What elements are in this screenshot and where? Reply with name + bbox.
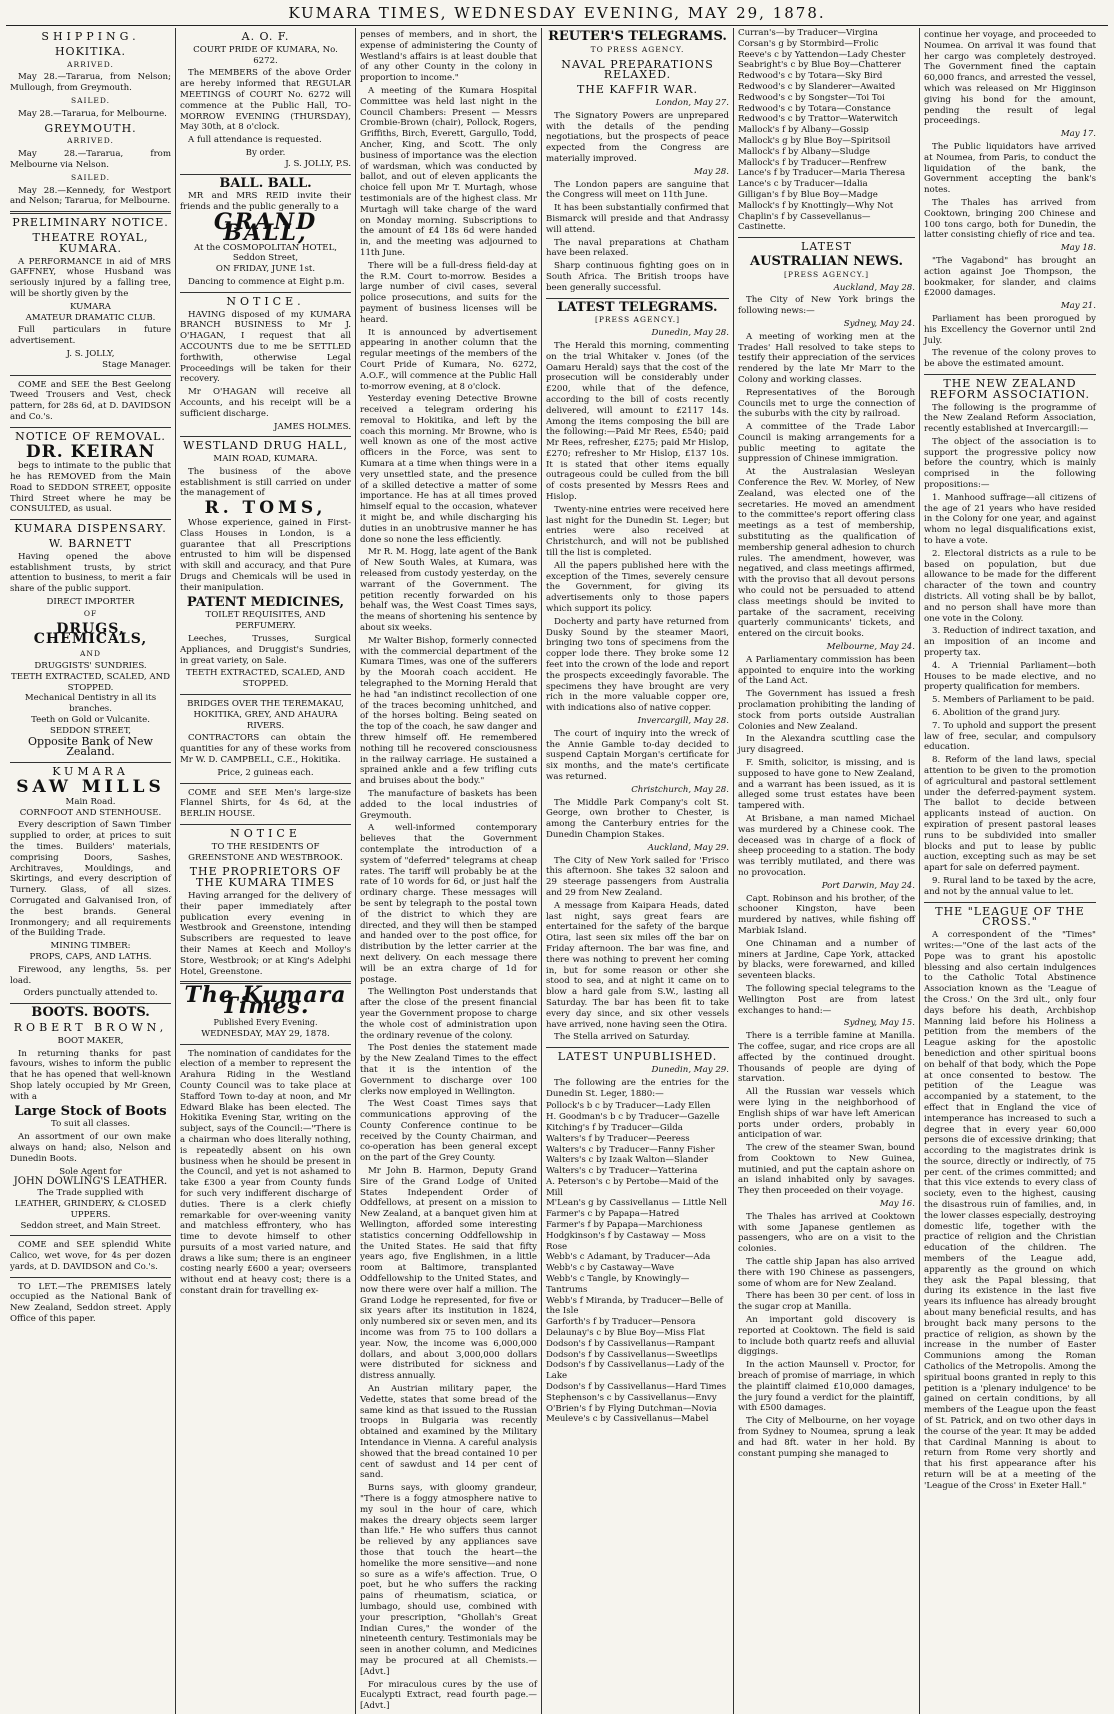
list-item: Mallock's f by Albany—Gossip — [738, 125, 869, 136]
naval-heading: NAVAL PREPARATIONS RELAXED. — [561, 57, 714, 82]
telegram-paragraph: The Middle Park Company's colt St. George, own brother to Chester, is among the Canterbury entries for the Dunedin Champion Stakes. — [546, 797, 729, 840]
news-paragraph: An Austrian military paper, the Vedette, states that some bread of the same kind as that issued to the Russian troops in Bulgaria was recently obtained and examined by the Military Intendance in Vienna. A careful analysis showed that the bread contained 10 per cent of sawdust and 14 per cent of sand. — [360, 1384, 537, 1481]
divider — [10, 519, 171, 520]
news-paragraph: Mr R. M. Hogg, late agent of the Bank of New South Wales, at Kumara, was released from custody yesterday, on the warrant of the Government. The petition recently forwarded on his behalf was, the West Coast Times says, the means of shortening his sentence by about six weeks. — [360, 547, 537, 634]
list-item: Farmer's c by Papapa—Hatred — [546, 1209, 680, 1220]
prelim-heading: PRELIMINARY NOTICE. — [12, 216, 169, 230]
news-paragraph: Mr John B. Harmon, Deputy Grand Sire of the Grand Lodge of United States Independent Order of Oddfellows, at present on a mission to New Zealand, at a banquet given him at Wellington, afforded some interesting statistics concerning Oddfellowship in the United States. He said that fifty years ago, five Englishmen, in a little room at Baltimore, transplanted Oddfellowship to the United States, and now there were over half a million. The Grand Lodge he represented, for five or six years after its institution in 1824, only numbered six or seven men, and its income was from 75 to 100 dollars a year. Now, the income was 6,000,000 dollars, and about 3,000,000 dollars were distributed for sickness and distress annually. — [360, 1166, 537, 1382]
telegram-paragraph: The court of inquiry into the wreck of the Annie Gamble to-day decided to suspend Captain Morgan's certificate for six months, and the mate's certificate was returned. — [546, 728, 729, 782]
main-road-kumara: MAIN ROAD, KUMARA. — [213, 454, 318, 465]
list-item: Lance's c by Traducer—Idalia — [738, 179, 868, 190]
latest-telegrams-heading: LATEST TELEGRAMS. — [557, 299, 718, 315]
proposition-item: 2. Electoral districts as a rule to be based on population, but due allowance to be made for the different character of the town and country districts. All voting shall be by ballot, and no person shall have more than one vote in the Colony. — [924, 548, 1096, 624]
ball-heading: BALL. BALL. — [219, 175, 312, 191]
come-see-calico: COME and SEE splendid White Calico, wet wove, for 4s per dozen yards, at D. DAVIDSON and Co.'s. — [10, 1240, 171, 1272]
news-paragraph: There will be a full-dress field-day at the R.M. Court to-morrow. Besides a large number of civil cases, several police prosecutions, and suits for the payment of business licenses will be heard. — [360, 260, 537, 325]
list-item: Meuleve's c by Cassivellanus—Mabel — [546, 1414, 709, 1425]
divider — [10, 211, 171, 214]
list-item: H. Goodman's b c by Traducer—Gazelle — [546, 1112, 720, 1123]
barnett-text: Having opened the above establishment trusts, by strict attention to business, to merit a fair share of the public support. — [10, 551, 171, 595]
telegram-paragraph: The Herald this morning, commenting on the trial Whitaker v. Jones (of the Oamaru Herald) says that the cost of the prosecution will be considerably under £200, while that of the defence, according to the bill of costs recently delivered, will amount to £2117 14s. Among the items composing the bill are the following:—Paid Mr Rees, £540; paid Mr Rees, refresher, £275; paid Mr Hislop, £270; refresher to Mr Hislop, £137 10s. It is stated that other items equally outrageous could be culled from the bill of costs presented by Messrs Rees and Hislop. — [546, 340, 729, 503]
league-heading: THE "LEAGUE OF THE CROSS." — [935, 904, 1085, 929]
theatre-heading: THEATRE ROYAL, KUMARA. — [32, 230, 149, 255]
divider — [180, 1044, 351, 1045]
news-paragraph: The Public liquidators have arrived at Noumea, from Paris, to conduct the liquidation of the bank, the Government accepting the bank's notes. — [924, 141, 1096, 196]
dateline: Port Darwin, May 24. — [821, 880, 915, 891]
news-paragraph: It is announced by advertisement appearing in another column that the regular meetings of the members of the Court Pride of Kumara, No. 6272, A.O.F., will commence at the Public Hall to-morrow evening, at 8 o'clock. — [360, 327, 537, 392]
suit-classes: To suit all classes. — [51, 1119, 130, 1130]
list-item: Curran's—by Traducer—Virgina — [738, 28, 878, 38]
kumara-heading: KUMARA — [52, 765, 129, 779]
holmes-name: JAMES HOLMES. — [274, 421, 351, 432]
notice-heading: NOTICE. — [226, 294, 305, 308]
news-paragraph: All the Russian war vessels which were lying in the neighborhood of English ships of war have left American ports under orders, probably in anticipation of war. — [738, 1087, 915, 1141]
mechanical-dentistry: Mechanical Dentistry in all its branches. — [24, 693, 157, 715]
news-paragraph: The City of New York brings the following news:— — [738, 295, 915, 317]
telegram-paragraph: The Signatory Powers are unprepared with the details of the pending negotiations, but the prospects of peace expected from the Congress are materially improved. — [546, 110, 729, 164]
list-item: Garforth's f by Traducer—Pensora — [546, 1317, 696, 1328]
news-paragraph: The following special telegrams to the Wellington Post are from latest exchanges to hand:— — [738, 983, 915, 1016]
news-paragraph: There has been 30 per cent. of loss in the sugar crop at Manilla. — [738, 1291, 915, 1313]
dateline: May 16. — [879, 1199, 915, 1210]
news-paragraph: The Government has issued a fresh proclamation prohibiting the landing of stock from ports outside Australian Colonies and New Zealand. — [738, 689, 915, 732]
trade-supplied: The Trade supplied with — [37, 1188, 144, 1199]
news-paragraph: At Brisbane, a man named Michael was murdered by a Chinese cook. The deceased was in charge of a flock of sheep proceeding to a station. The body was terribly mutilated, and there was no provocation. — [738, 813, 915, 878]
news-paragraph: In the Alexandra scuttling case the jury disagreed. — [738, 734, 915, 756]
news-paragraph: continue her voyage, and proceeded to Noumea. On arrival it was found that her cargo was completely destroyed. The Government fined the captain 60,000 francs, and arrested the vessel, which was released on Mr Higginson giving his bond for the amount, pending the result of legal proceedings. — [924, 30, 1096, 127]
news-paragraph: "The Vagabond" has brought an action against Joe Thompson, the bookmaker, for slander, and claims £2000 damages. — [924, 255, 1096, 299]
news-paragraph: The Post denies the statement made by the New Zealand Times to the effect that it is the intention of the Government to discharge over 100 clerks now employed in Wellington. — [360, 1043, 537, 1097]
editorial-text: The nomination of candidates for the election of a member to represent the Arahura Riding in the Westland County Council was to take place at Stafford Town to-day at noon, and Mr Edward Blake has been elected. The Hokitika Evening Star, writing on the subject, says of the Council:—"There is a chairman who does literally nothing, is repeatedly absent on his own business when he should be present in the Council, and yet is not ashamed to take £300 a year from County funds for such very indifferent discharge of duties. There is a clerk chiefly remarkable for over-weening vanity and matchless effrontery, who has time to devote himself to other pursuits of a most varied nature, and draws a like sum; there is an engineer costing nearly £600 a year; overseers without end at heavy cost; there is a constant drain for travelling ex- — [180, 1048, 351, 1297]
dateline: Sydney, May 24. — [843, 318, 915, 329]
news-paragraph: A well-informed contemporary believes that the Government contemplate the introduction of a system of "deferred" telegrams at cheap rates. The tariff will probably be at the rate of 10 words for 6d, or just half the ordinary charge. These messages will be sent by telegraph to the postal town of the district to which they are directed, and they will then be stamped and handed over to the post office, for distribution by the letter carrier at the next delivery. On each message there will be an extra charge of 1d for postage. — [360, 823, 537, 985]
news-paragraph: The following is the programme of the New Zealand Reform Association, recently established at Invercargill:— — [924, 402, 1096, 435]
list-item: Reeve's c by Yattendon—Lady Chester — [738, 49, 906, 60]
divider — [738, 237, 915, 238]
telegram-paragraph: The London papers are sanguine that the Congress will meet on 11th June. — [546, 179, 729, 201]
issue-date: WEDNESDAY, MAY 29, 1878. — [201, 1028, 330, 1039]
column-5 — [734, 28, 920, 1714]
shipping-heading: SHIPPING. — [41, 30, 140, 43]
proposition-item: 9. Rural land to be taxed by the acre, and not by the annual value to let. — [924, 875, 1096, 897]
dateline: Melbourne, May 24. — [826, 642, 915, 653]
list-item: Mallock's g by Blue Boy—Spiritsoil — [738, 135, 891, 146]
press-agency-label: [PRESS AGENCY.] — [783, 269, 870, 279]
divider — [180, 174, 351, 175]
masthead: KUMARA TIMES, WEDNESDAY EVENING, MAY 29, 1878. — [6, 4, 1108, 26]
list-item: Mallock's f by Traducer—Renfrew — [738, 157, 887, 168]
news-paragraph: Capt. Robinson and his brother, of the schooner Kingston, have been murdered by natives, while fishing off Marbiak Island. — [738, 893, 915, 936]
telegram-paragraph: Sharp continuous fighting goes on in South Africa. The British troops have been generally successful. — [546, 261, 729, 293]
dateline: Invercargill, May 28. — [637, 716, 729, 727]
contractors-text: CONTRACTORS can obtain the quantities for any of these works from Mr W. D. CAMPBELL, C.E., Hokitika. — [180, 733, 351, 766]
list-item: Farmer's f by Papapa—Marchioness — [546, 1220, 703, 1231]
leather-uppers: LEATHER, GRINDERY, & CLOSED UPPERS. — [14, 1198, 167, 1220]
list-item: Webb's c Adamant, by Traducer—Ada — [546, 1252, 711, 1263]
sailed-label-2: SAILED. — [70, 172, 111, 182]
press-agency-label: [PRESS AGENCY.] — [594, 315, 681, 325]
proposition-item: 3. Reduction of indirect taxation, and an imposition of an income and property tax. — [924, 626, 1096, 659]
cornfoot-heading: CORNFOOT AND STENHOUSE. — [19, 807, 162, 818]
leeches-text: Leeches, Trusses, Surgical Appliances, and Druggist's Sundries, in great variety, on Sale. — [180, 634, 351, 666]
price-text: Price, 2 guineas each. — [217, 767, 314, 778]
arrived-label: ARRIVED. — [67, 59, 114, 69]
reuter-heading: REUTER'S TELEGRAMS. — [548, 29, 727, 44]
court-text: The MEMBERS of the above Order are hereby informed that REGULAR MEETINGS of COURT No. 6272 will commence at the Public Hall, TO-MORROW EVENING (THURSDAY), May 30th, at 8 o'clock. — [180, 68, 351, 133]
dateline: London, May 27. — [655, 97, 729, 108]
dateline: May 17. — [1060, 129, 1096, 140]
news-paragraph: Mr Walter Bishop, formerly connected with the commercial department of the Kumara Times, was one of the sufferers by the Moorah coach accident. He telegraphed to the Morning Herald that he had "an indistinct recollection of one of the traces becoming unhitched, and of the horses bolting. Being seated on the top of the coach, he saw danger and threw himself off. He remembered nothing till he recovered consciousness in the railway carriage. He sustained a sprained ankle and a few trifling cuts and bruises about the body." — [360, 635, 537, 787]
jolly-name: J. S. JOLLY, — [66, 348, 115, 359]
list-item: Webb's c by Castaway—Wave — [546, 1263, 675, 1274]
list-item: Redwood's c by Songster—Toi Toi — [738, 92, 885, 103]
sundries-heading: DRUGGISTS' SUNDRIES. — [34, 661, 147, 672]
news-paragraph: A committee of the Trade Labor Council is making arrangements for a public meeting to agitate the suppression of Chinese immigration. — [738, 422, 915, 465]
news-paragraph: penses of members, and in short, the expense of administering the County of Westland's affairs is at least double that of any other County in the colony in proportion to income." — [360, 30, 537, 84]
news-paragraph: The West Coast Times says that communications approving of the County Conference continue to be received by the County Chairman, and co-operation has been general except on the part of the Grey County. — [360, 1099, 537, 1164]
keiran-heading: DR. KEIRAN — [25, 441, 156, 462]
sole-agent: Sole Agent for — [59, 1166, 122, 1177]
dateline: May 18. — [1060, 243, 1096, 254]
removal-heading: NOTICE OF REMOVAL. — [15, 429, 166, 443]
amateur-club: AMATEUR DRAMATIC CLUB. — [25, 312, 156, 323]
telegram-paragraph: The City of New York sailed for 'Frisco this afternoon. She takes 32 saloon and 29 steerage passengers from Australia and 29 from New Zealand. — [546, 855, 729, 898]
reform-heading: THE NEW ZEALAND REFORM ASSOCIATION. — [929, 376, 1091, 401]
business-text: The business of the above establishment is still carried on under the management of — [180, 466, 351, 499]
telegram-paragraph: All the papers published here with the exception of the Times, severely censure the Government, for giving its advertisements only to those papers which support its policy. — [546, 560, 729, 615]
reid-text: MR and MRS REID invite their friends and the public generally to a — [180, 191, 351, 213]
list-item: Webb's f Miranda, by Traducer—Belle of the Isle — [546, 1295, 723, 1317]
list-item: Walters's c by Traducer—Yatterina — [546, 1166, 698, 1177]
divider — [180, 783, 351, 784]
list-item: Mallock's f by Knottingly—Why Not — [738, 200, 894, 211]
telegram-paragraph: The naval preparations at Chatham have been relaxed. — [546, 237, 729, 259]
dateline: May 21. — [1060, 301, 1096, 312]
list-item: Chaplin's f by Cassevellanus—Castinette. — [738, 211, 871, 233]
proprietors-text: Having arranged for the delivery of their paper immediately after publication every evening in Westbrook and Greenstone, intending Subscribers are requested to leave their Names at Keech and Molloy's Store, Westbrook; or at King's Adelphi Hotel, Greenstone. — [180, 890, 351, 977]
list-item: Gilligan's f by Blue Boy—Madge — [738, 189, 878, 200]
opposite-bank: Opposite Bank of New Zealand. — [28, 734, 153, 759]
timber-text: Every description of Sawn Timber supplied to order, at prices to suit the times. Builders' materials, comprising Doors, Sashes, Architraves, Mouldings, and Skirtings, and every description of Turnery. Glass, of all sizes. Corrugated and Galvanised Iron, of the best brands. General Ironmongery; and all requirements of the Building Trade. — [10, 820, 171, 939]
robert-brown: ROBERT BROWN, — [13, 1020, 168, 1034]
column-2 — [176, 28, 356, 1714]
saw-mills-heading: SAW MILLS — [16, 777, 165, 798]
news-paragraph: For miraculous cures by the use of Eucalypti Extract, read fourth page.—[Advt.] — [360, 1679, 537, 1712]
by-order: By order. — [245, 147, 286, 158]
telegram-paragraph: A message from Kaipara Heads, dated last night, says great fears are entertained for the safety of the barque Otira, last seen six miles off the bar on Friday afternoon. The bar was fine, and there was nothing to prevent her coming in, but for some reason or other she stood to sea, and at night it came on to blow a hard gale from S.W., lasting all Saturday. The bar has been fit to take every day since, and six other vessels have arrived, none having seen the Otira. — [546, 900, 729, 1030]
ohagan-text: HAVING disposed of my KUMARA BRANCH BUSINESS to Mr J. O'HAGAN, I request that all ACCOUNTS due to me be SETTLED forthwith, otherwise Legal Proceedings will be taken for their recovery. — [180, 309, 351, 385]
orders-text: Orders punctually attended to. — [23, 988, 158, 999]
published-label: Published Every Evening. — [213, 1017, 318, 1027]
news-paragraph: One Chinaman and a number of miners at Jardine, Cape York, attacked by blacks, were forewarned, and killed seventeen blacks. — [738, 938, 915, 982]
column-1 — [6, 28, 176, 1714]
divider — [180, 824, 351, 825]
greymouth-arrivals: May 28.—Tararua, from Melbourne via Nelson. — [10, 149, 171, 170]
proposition-item: 7. To uphold and support the present law of free, secular, and compulsory education. — [924, 720, 1096, 753]
divider — [546, 1047, 729, 1048]
column-3 — [356, 28, 542, 1714]
divider — [10, 762, 171, 763]
news-paragraph: A meeting of working men at the Trades' Hall resolved to take steps to testify their appreciation of the services rendered by the late Mr Marr to the Colony and working classes. — [738, 331, 915, 385]
toms-text: Whose experience, gained in First-Class Houses in London, is a guarantee that all Prescriptions entrusted to him will be dispensed with skill and accuracy, and that Pure Drugs and Chemicals will be used in their manipulation. — [180, 518, 351, 593]
jolly-ps: J. S. JOLLY, P.S. — [285, 158, 351, 169]
news-paragraph: A meeting of the Kumara Hospital Committee was held last night in the Council Chambers: Present — Messrs Crombie-Brown (chair), Pollock, Rogers, Griffiths, Birch, Everett, Gargullo, Todd, Ancher, King, and Scott. The only business of importance was the election of wardsman, which was conducted by ballot, and out of eleven applicants the choice fell upon Mr T. Murtagh, whose testimonials are of the highest class. Mr Murtagh will take charge of the ward on Monday morning. Subscriptions to the amount of £4 18s 6d were handed in, and the meeting was adjourned to 11th June. — [360, 85, 537, 258]
kumara-label: KUMARA — [69, 301, 112, 312]
direct-importer: DIRECT IMPORTER — [46, 597, 135, 608]
divider — [924, 902, 1096, 903]
seddon-street: SEDDON STREET, — [49, 725, 132, 736]
dancing-text: Dancing to commence at Eight p.m. — [188, 276, 345, 287]
latest-heading: LATEST — [801, 240, 852, 254]
main-road: Main Road. — [65, 796, 116, 807]
barnett-name: W. BARNETT — [48, 537, 133, 551]
proposition-item: 5. Members of Parliament to be paid. — [932, 695, 1095, 706]
greymouth-heading: GREYMOUTH. — [44, 121, 137, 135]
proposition-item: 8. Reform of the land laws, special attention to be given to the promotion of agricultural and pastoral settlement under the deferred-payment system. The ballot to decide between applicants instead of auction. On expiration of present pastoral leases runs to be subdivided into smaller blocks and put to lease by public auction, excepting such as may be set apart for sale on deferred payment. — [924, 755, 1096, 874]
divider — [10, 375, 171, 376]
news-paragraph: Yesterday evening Detective Browne received a telegram ordering his removal to Hokitika, and left by the coach this morning. Mr Browne, who is well known as one of the most active officers in the Force, was sent to Kumara at a time when things were in a very unsettled state, and the presence of a skilled detective a matter of some importance. He has at all times proved himself equal to the occasion, whatever it might be, and while discharging his duties in an unobtrusive manner he has done so none the less efficiently. — [360, 394, 537, 545]
boots-heading: BOOTS. BOOTS. — [31, 1005, 150, 1021]
come-see-shirts: COME and SEE Men's large-size Flannel Shirts, for 4s 6d, at the BERLIN HOUSE. — [180, 787, 351, 820]
divider — [180, 292, 351, 293]
news-paragraph: The cattle ship Japan has also arrived there with 190 Chinese as passengers, some of whom are for New Zealand. — [738, 1257, 915, 1289]
divider — [10, 1235, 171, 1236]
news-paragraph: The Thales has arrived at Cooktown with some Japanese gentlemen as passengers, who are on a visit to the colonies. — [738, 1211, 915, 1255]
friday-date: ON FRIDAY, JUNE 1st. — [215, 264, 316, 275]
props-caps: PROPS, CAPS, AND LATHS. — [29, 951, 152, 962]
list-item: Delaunay's c by Blue Boy—Miss Flat — [546, 1328, 705, 1339]
list-item: Dodson's f by Cassivellanus—Rampant — [546, 1338, 715, 1349]
divider — [546, 298, 729, 299]
news-paragraph: The crew of the steamer Swan, bound from Cooktown to New Guinea, mutinied, and put the captain ashore on an island inhabited only by savages. They then proceeded on their voyage. — [738, 1143, 915, 1197]
westland-drug-hall: WESTLAND DRUG HALL, — [183, 439, 348, 453]
entry-list — [546, 1101, 729, 1425]
brown-text: In returning thanks for past favours, wishes to inform the public that he has opened that well-known Shop lately occupied by Mr Green, with a — [10, 1048, 171, 1102]
divider — [10, 1003, 171, 1004]
grand-ball: GRAND BALL, — [213, 208, 318, 246]
keiran-text: begs to intimate to the public that he has REMOVED from the Main Road to SEDDON STREET, opposite Third Street where he may be CONSULTED, as usual. — [10, 461, 171, 515]
of-label: OF — [83, 608, 98, 618]
list-item: Walters's c by Traducer—Fanny Fisher — [546, 1144, 715, 1155]
list-item: Walters's f by Traducer—Peeress — [546, 1133, 690, 1144]
list-item: A. Peterson's c by Pertobe—Maid of the Mill — [546, 1176, 719, 1198]
unpublished-heading: LATEST UNPUBLISHED. — [557, 1050, 718, 1064]
dateline: Christchurch, May 28. — [631, 784, 729, 795]
dateline: Auckland, May 29. — [647, 842, 729, 853]
telegram-paragraph: Twenty-nine entries were received here last night for the Dunedin St. Leger; but entries were also received at Christchurch, and will not be published till the list is completed. — [546, 504, 729, 559]
list-item: Dodson's f by Cassivellanus—Lady of the Lake — [546, 1360, 725, 1382]
ohagan-text-2: Mr O'HAGAN will receive all Accounts, and his receipt will be a sufficient discharge. — [180, 387, 351, 419]
toilet-requisites: TOILET REQUISITES, AND PERFUMERY. — [205, 610, 326, 632]
telegram-paragraph: The following are the entries for the Dunedin St. Leger, 1880:— — [546, 1077, 729, 1099]
news-paragraph: A correspondent of the "Times" writes:—"One of the last acts of the Pope was to grant his apostolic blessing and also certain indulgences to the Catholic Total Abstinence Association known as the 'League of the Cross.' On the 3rd ult., only four days before his death, Archbishop Manning laid before his Holiness a petition from the members of the League asking for the apostolic benediction and other spiritual boons on behalf of that body, which the Pope at once consented to bestow. The petition of the League was accompanied by a statement, to the effect that in England the vice of intemperance has increased to such a degree that in every year 60,000 persons die of excessive drinking; that according to the magistrates drink is the source, directly or indirectly, of 75 per cent. of the crimes committed; and that this vice extends to every class of society, even to the highest, causing the disastrous ruin of families, and, in the lower classes especially, destroying domestic life, together with the practice of religion and the Christian education of the children. The members of the League add, apparently as the ground on which they ask the Papal blessing, that during its existence in the last five years its influence has already brought about many beneficial results, and has brought back many persons to the practice of religion, as shown by the increase in the number of Easter Communions among the Roman Catholics of the Metropolis. Among the spiritual boons granted in reply to this petition is a 'plenary indulgence' to be gained on certain conditions, by all members of the League upon the feast of St. Patrick, and on two other days in the course of the year. It may be added that Cardinal Manning is about to return from Rome very shortly and that his first appearance after his return will be at a meeting of the 'League of the Cross' in Exeter Hall." — [924, 930, 1096, 1491]
list-item: Lance's f by Traducer—Maria Theresa — [738, 168, 906, 179]
list-item: Dodson's f by Cassivellanus—Hard Times — [546, 1382, 727, 1393]
list-item: Hodgkinson's f by Castaway — Moss Rose — [546, 1230, 706, 1252]
list-item: Pollock's b c by Traducer—Lady Ellen — [546, 1101, 711, 1112]
news-paragraph: There is a terrible famine at Manilla. The coffee, sugar, and rice crops are all affected by the continued drought. Thousands of people are dying of starvation. — [738, 1031, 915, 1085]
large-stock: Large Stock of Boots — [14, 1103, 167, 1119]
patent-medicines: PATENT MEDICINES, — [186, 594, 345, 610]
greymouth-sailings: May 28.—Kennedy, for Westport and Nelson; Tararua, for Melbourne. — [10, 185, 171, 207]
dispensary-heading: KUMARA DISPENSARY. — [14, 522, 167, 536]
sailed-label: SAILED. — [70, 95, 111, 105]
hokitika-arrivals: May 28.—Tararua, from Nelson; Mullough, from Greymouth. — [10, 72, 171, 94]
column-4 — [542, 28, 734, 1714]
dateline: Sydney, May 15. — [843, 1018, 915, 1029]
news-paragraph: The City of Melbourne, on her voyage from Sydney to Noumea, sprung a leak and had 8ft. water in her hold. By constant pumping she managed to — [738, 1416, 915, 1459]
arrived-label-2: ARRIVED. — [67, 136, 114, 146]
court-heading: COURT PRIDE OF KUMARA, No. 6272. — [193, 44, 338, 66]
come-see-trousers: COME and SEE the Best Geelong Tweed Trousers and Vest, check pattern, for 28s 6d, at D. DAVIDSON and Co.'s. — [10, 379, 171, 422]
column-6 — [920, 28, 1100, 1714]
paper-title: The Kumara Times. — [184, 982, 347, 1020]
aof-heading: A. O. F. — [241, 30, 290, 43]
seddon-main: Seddon street, and Main Street. — [20, 1220, 161, 1231]
news-paragraph: Representatives of the Borough Councils met to urge the connection of the suburbs with the city by railroad. — [738, 387, 915, 420]
list-item: Redwood's c by Totara—Sky Bird — [738, 71, 883, 82]
firewood-text: Firewood, any lengths, 5s. per load. — [10, 964, 171, 986]
agency-label: TO PRESS AGENCY. — [590, 44, 685, 54]
divider — [180, 694, 351, 695]
teeth-gold: Teeth on Gold or Vulcanite. — [31, 715, 150, 726]
dateline: May 28. — [693, 166, 729, 177]
telegram-paragraph: The Stella arrived on Saturday. — [554, 1032, 690, 1043]
list-item: Kitching's f by Traducer—Gilda — [546, 1122, 683, 1133]
list-item: Mallock's f by Albany—Sludge — [738, 146, 870, 157]
kaffir-heading: THE KAFFIR WAR. — [576, 83, 699, 97]
news-paragraph: F. Smith, solicitor, is missing, and is supposed to have gone to New Zealand, and a warrant has been issued, as it is alleged some trust estates have been tampered with. — [738, 758, 915, 812]
dateline: Dunedin, May 29. — [651, 1064, 729, 1075]
boot-maker: BOOT MAKER, — [57, 1035, 124, 1046]
mining-timber: MINING TIMBER: — [50, 941, 131, 952]
attendance-text: A full attendance is requested. — [188, 135, 322, 146]
full-particulars: Full particulars in future advertisement. — [10, 325, 171, 347]
teeth-heading: TEETH EXTRACTED, SCALED, AND STOPPED. — [11, 671, 170, 693]
dateline: Auckland, May 28. — [833, 282, 915, 293]
list-item: Seabright's c by Blue Boy—Chatterer — [738, 60, 901, 71]
list-item: Redwood's c by Trattor—Waterwitch — [738, 114, 898, 125]
list-item: O'Brien's f by Flying Dutchman—Novia — [546, 1403, 717, 1414]
news-paragraph: Parliament has been prorogued by his Excellency the Governor until 2nd July. — [924, 313, 1096, 346]
and-label: AND — [80, 649, 101, 659]
news-paragraph: At the Australasian Wesleyan Conference the Rev. W. Morley, of New Zealand, was elected one of the secretaries. He moved an amendment to the committee's report offering class meetings as a test of membership, substituting as the qualification of membership general adhesion to church rules. The amendment, however, was negatived, and class meetings affirmed, with the proviso that all devout persons who could not be persuaded to attend class meetings should be invited to partake of the sacrament, receiving quarterly communicants' tickets, and entered on the circuit books. — [738, 467, 915, 640]
proprietors-heading: THE PROPRIETORS OF THE KUMARA TIMES — [189, 865, 342, 890]
stage-manager: Stage Manager. — [102, 359, 171, 370]
assortment-text: An assortment of our own make always on hand; also, Nelson and Dunedin Boots. — [10, 1132, 171, 1164]
proposition-item: 4. A Triennial Parliament—both Houses to be made elective, and no property qualification for members. — [924, 660, 1096, 693]
bridges-heading: BRIDGES OVER THE TEREMAKAU, HOKITIKA, GREY, AND AHAURA RIVERS. — [187, 699, 344, 731]
list-item: Walters's c by Izaak Walton—Slander — [546, 1155, 708, 1166]
list-item: Dodson's f by Cassivellanus—Sweetlips — [546, 1349, 718, 1360]
teeth-extracted: TEETH EXTRACTED, SCALED, AND STOPPED. — [186, 668, 345, 690]
residents-heading: TO THE RESIDENTS OF GREENSTONE AND WESTBROOK. — [188, 841, 343, 863]
news-paragraph: The Wellington Post understands that after the close of the present financial year the Government propose to charge the whole cost of administration upon the ordinary revenue of the colony. — [360, 987, 537, 1041]
dateline: Dunedin, May 28. — [651, 328, 729, 339]
australian-news-heading: AUSTRALIAN NEWS. — [750, 253, 903, 269]
news-paragraph: A Parliamentary commission has been appointed to enquire into the working of the Land Act. — [738, 654, 915, 687]
list-item: Stephenson's c by Cassivellanus—Envy — [546, 1392, 717, 1403]
performance-text: A PERFORMANCE in aid of MRS GAFFNEY, whose Husband was seriously injured by a falling tree, will be shortly given by the — [10, 256, 171, 299]
proposition-item: 1. Manhood suffrage—all citizens of the age of 21 years who have resided in the Colony for one year, and against whom no legal disqualifications exist, to have a vote. — [924, 492, 1096, 547]
news-paragraph: The object of the association is to support the progressive policy now before the country, which is mainly comprised in the following propositions:— — [924, 436, 1096, 491]
columns — [6, 28, 1108, 1712]
dowling-leather: JOHN DOWLING'S LEATHER. — [13, 1176, 168, 1188]
news-paragraph: The manufacture of baskets has been added to the local industries of Greymouth. — [360, 788, 537, 821]
divider — [10, 427, 171, 428]
telegram-paragraph: It has been substantially confirmed that Bismarck will preside and that Andrassy will attend. — [546, 203, 729, 235]
news-paragraph: In the action Maunsell v. Proctor, for breach of promise of marriage, in which the plaintiff claimed £10,000 damages, the jury found a verdict for the plaintiff, with £500 damages. — [738, 1360, 915, 1414]
notice-heading-2: NOTICE — [230, 827, 301, 840]
drugs-heading: DRUGS, CHEMICALS, — [33, 620, 148, 648]
divider — [180, 436, 351, 437]
list-item: Corsan's g by Stormbird—Frolic — [738, 38, 879, 49]
cosmopolitan: At the COSMOPOLITAN HOTEL, Seddon Street, — [193, 242, 338, 264]
list-item: Redwood's c by Totara—Constance — [738, 103, 891, 114]
to-let: TO LET.—The PREMISES lately occupied as the National Bank of New Zealand, Seddon street. Apply Office of this paper. — [10, 1281, 171, 1325]
news-paragraph: Burns says, with gloomy grandeur, "There is a foggy atmosphere native to my soul in the hour of care, which makes the dreary objects seem larger than life." He who suffers thus cannot be relieved by any appliances save those that touch the heart—the homelike the more sensitive—and none so sure as a wife's affection. True, O poet, but he who suffers the racking pains of rheumatism, sciatica, or lumbago, should use, combined with your prescription, "Ghollah's Great Indian Cures," the wonder of the nineteenth century. Testimonials may be seen in another column, and Medicines may be procured at all Chemists.—[Advt.] — [360, 1483, 537, 1677]
news-paragraph: An important gold discovery is reported at Cooktown. The field is said to include both quartz reefs and alluvial diggings. — [738, 1315, 915, 1358]
news-paragraph: The revenue of the colony proves to be above the estimated amount. — [924, 348, 1096, 370]
proposition-item: 6. Abolition of the grand jury. — [932, 708, 1061, 719]
list-item: Redwood's c by Slanderer—Awaited — [738, 81, 896, 92]
divider — [10, 1277, 171, 1278]
toms-name: R. TOMS, — [204, 498, 327, 519]
news-paragraph: The Thales has arrived from Cooktown, bringing 200 Chinese and 100 tons cargo, both for Dunedin, the latter consisting chiefly of rice and tea. — [924, 197, 1096, 241]
list-item: Webb's c Tangle, by Knowingly—Tantrums — [546, 1274, 690, 1295]
divider — [924, 374, 1096, 375]
hokitika-heading: HOKITIKA. — [54, 44, 127, 58]
entry-list-continued — [738, 28, 915, 233]
telegram-paragraph: Docherty and party have returned from Dusky Sound by the steamer Maori, bringing two tons of specimens from the copper lode there. They broke some 12 feet into the crown of the lode and report the prospects exceedingly favorable. The specimens they have brought are very rich in the more valuable copper ore, with indications also of native copper. — [546, 616, 729, 714]
list-item: M'Lean's g by Cassivellanus — Little Nell — [546, 1198, 727, 1209]
hokitika-sailings: May 28.—Tararua, for Melbourne. — [18, 108, 167, 119]
